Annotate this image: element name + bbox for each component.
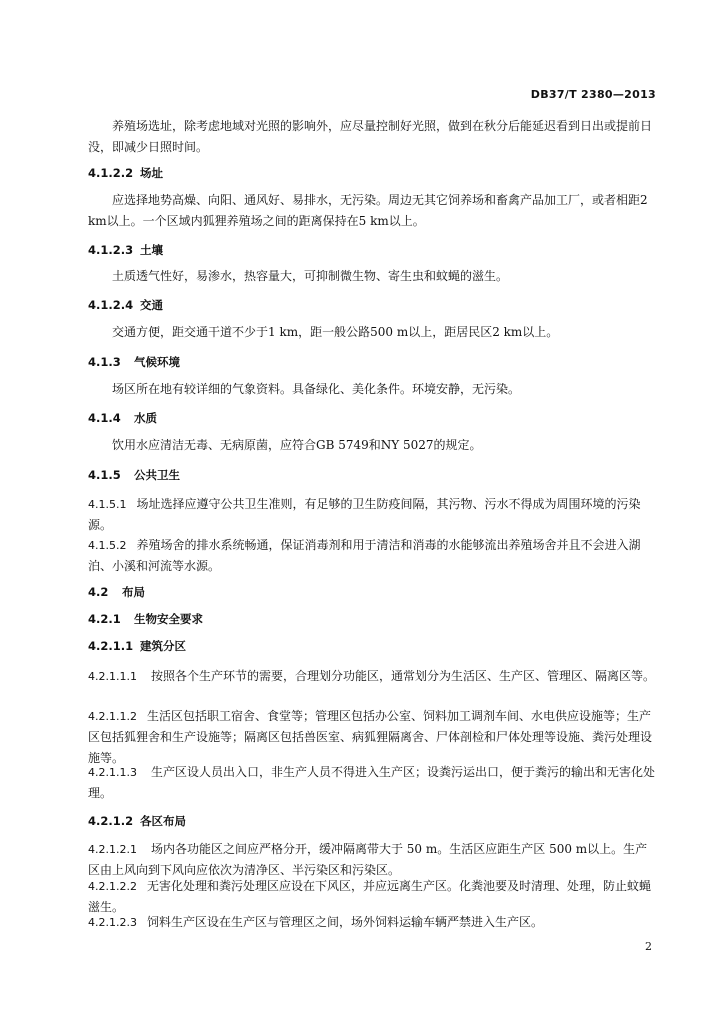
section-number: 4.2.1.2 bbox=[88, 814, 134, 828]
clause-number: 4.1.5.2 bbox=[88, 539, 127, 552]
clause bbox=[88, 912, 658, 933]
paragraph: 饮用水应清洁无毒、无病原菌，应符合GB 5749和NY 5027的规定。 bbox=[112, 438, 482, 452]
clause bbox=[88, 666, 658, 687]
section-title: 交通 bbox=[140, 298, 163, 312]
clause bbox=[88, 839, 658, 881]
paragraph: 养殖场选址，除考虑地域对光照的影响外，应尽量控制好光照，做到在秋分后能延迟看到日出或提前日没，即减少日照时间。 bbox=[88, 119, 653, 154]
clause-text: 养殖场舍的排水系统畅通，保证消毒剂和用于清洁和消毒的水能够流出养殖场舍并且不会进入湖泊、小溪和河流等水源。 bbox=[88, 538, 641, 573]
section-number: 4.1.2.3 bbox=[88, 243, 134, 257]
clause-number: 4.1.5.1 bbox=[88, 498, 127, 511]
section-title: 土壤 bbox=[140, 243, 163, 257]
section-number: 4.2.1 bbox=[88, 612, 121, 626]
section-number: 4.2 bbox=[88, 585, 109, 599]
clause-number: 4.2.1.2.2 bbox=[88, 880, 137, 893]
clause-text: 场址选择应遵守公共卫生准则，有足够的卫生防疫间隔，其污物、污水不得成为周围环境的污染源。 bbox=[88, 497, 641, 532]
clause-text: 无害化处理和粪污处理区应设在下风区，并应远离生产区。化粪池要及时清理、处理，防止蚊蝇滋生。 bbox=[88, 879, 651, 914]
section-number: 4.1.5 bbox=[88, 468, 121, 482]
clause-number: 4.2.1.1.3 bbox=[88, 766, 137, 779]
clause bbox=[88, 535, 658, 577]
section-title: 建筑分区 bbox=[140, 639, 186, 653]
section-title: 场址 bbox=[140, 166, 163, 180]
paragraph: 场区所在地有较详细的气象资料。具备绿化、美化条件。环境安静，无污染。 bbox=[112, 382, 521, 396]
section-title: 水质 bbox=[134, 411, 157, 425]
clause-number: 4.2.1.1.1 bbox=[88, 670, 137, 683]
standard-code: DB37/T 2380—2013 bbox=[530, 88, 656, 101]
section-heading bbox=[88, 163, 658, 184]
page-number: 2 bbox=[645, 940, 652, 953]
section-title: 公共卫生 bbox=[134, 468, 180, 482]
clause bbox=[88, 706, 658, 769]
clause-number: 4.2.1.1.2 bbox=[88, 710, 137, 723]
clause-text: 按照各个生产环节的需要，合理划分功能区，通常划分为生活区、生产区、管理区、隔离区等。 bbox=[150, 669, 655, 683]
paragraph: 应选择地势高燥、向阳、通风好、易排水，无污染。周边无其它饲养场和畜禽产品加工厂，或者相距2 km以上。一个区域内狐狸养殖场之间的距离保持在5 km以上。 bbox=[88, 193, 648, 228]
section-title: 生物安全要求 bbox=[134, 612, 203, 626]
section-number: 4.1.4 bbox=[88, 411, 121, 425]
clause-text: 饲料生产区设在生产区与管理区之间，场外饲料运输车辆严禁进入生产区。 bbox=[146, 915, 543, 929]
section-heading bbox=[88, 295, 658, 316]
paragraph: 土质透气性好，易渗水，热容量大，可抑制微生物、寄生虫和蚊蝇的滋生。 bbox=[112, 269, 509, 283]
clause-text: 生产区设人员出入口，非生产人员不得进入生产区；设粪污运出口，便于粪污的输出和无害化处理。 bbox=[88, 765, 655, 800]
clause-number: 4.2.1.2.1 bbox=[88, 843, 137, 856]
section-heading bbox=[88, 240, 658, 261]
paragraph: 交通方便，距交通干道不少于1 km，距一般公路500 m以上，距居民区2 km以上。 bbox=[112, 325, 559, 339]
section-title: 各区布局 bbox=[140, 814, 186, 828]
section-number: 4.1.2.2 bbox=[88, 166, 134, 180]
section-heading bbox=[88, 582, 658, 603]
section-title: 布局 bbox=[122, 585, 145, 599]
section-heading bbox=[88, 465, 658, 486]
clause bbox=[88, 494, 658, 536]
clause-text: 生活区包括职工宿舍、食堂等；管理区包括办公室、饲料加工调剂车间、水电供应设施等；生产区包括狐狸舍和生产设施等；隔离区包括兽医室、病狐狸隔离舍、尸体剖检和尸体处理等设施、粪污处理设施等。 bbox=[88, 709, 653, 765]
section-heading bbox=[88, 811, 658, 832]
section-heading bbox=[88, 352, 658, 373]
clause bbox=[88, 762, 658, 804]
section-number: 4.1.3 bbox=[88, 355, 121, 369]
section-heading bbox=[88, 636, 658, 657]
section-number: 4.2.1.1 bbox=[88, 639, 134, 653]
section-heading bbox=[88, 408, 658, 429]
section-number: 4.1.2.4 bbox=[88, 298, 134, 312]
section-heading bbox=[88, 609, 658, 630]
clause-text: 场内各功能区之间应严格分开，缓冲隔离带大于 50 m。生活区应距生产区 500 m以上。生产区由上风向到下风向应依次为清净区、半污染区和污染区。 bbox=[88, 842, 648, 877]
section-title: 气候环境 bbox=[134, 355, 180, 369]
clause-number: 4.2.1.2.3 bbox=[88, 916, 137, 929]
